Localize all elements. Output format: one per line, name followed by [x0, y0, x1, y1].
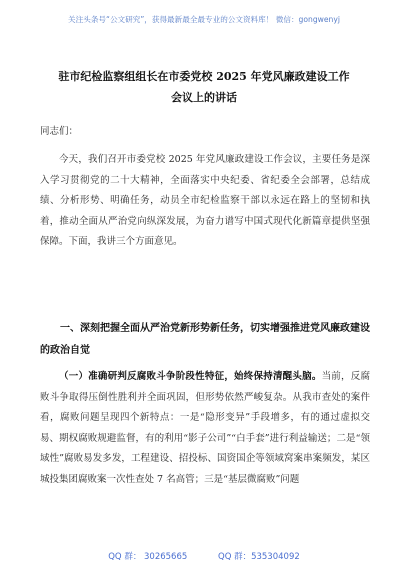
footer-qq-group-2: QQ 群：535304092: [218, 552, 300, 562]
footer-qq-group-1: QQ 群： 30265665: [108, 552, 188, 562]
title-line-1: 驻市纪检监察组组长在市委党校 2025 年党风廉政建设工作: [58, 70, 350, 83]
section-heading-1: 一、深刻把握全面从严治党新形势新任务，切实增强推进党风廉政建设的政治自觉: [40, 323, 370, 356]
paragraph-section-1-1-text: 当前，反腐败斗争取得压倒性胜利并全面巩固，但形势依然严峻复杂。从我市查处的案件看，腐败问题呈现四个新特点：一是“隐形变异”手段增多，有的通过虚拟交易、期权腐败规避监督，有的利用“影子公司”“白手套”进行利益输送；二是“领域性”腐败易发多发，工程建设、招投标、国资国企等领域窝案串案频发，某区城投集团腐败案一次性查处 7 名高管；三是“基层微腐败”问题: [40, 371, 370, 485]
promo-banner: 关注头条号“公文研究”，获得最新最全最专业的公文资料库！ 微信：gongwenyj: [68, 15, 340, 24]
title-line-2: 会议上的讲话: [171, 91, 237, 104]
paragraph-intro: 今天，我们召开市委党校 2025 年党风廉政建设工作会议，主要任务是深入学习贯彻党的二十大精神，全面落实中央纪委、省纪委全会部署，总结成绩、分析形势、明确任务，动员全市纪检监察干部以永远在路上的坚韧和执着，推动全面从严治党向纵深发展，为奋力谱写中国式现代化新篇章提供坚强保障。下面，我讲三个方面意见。: [40, 154, 370, 247]
document-title: [40, 66, 368, 108]
footer-contacts: [0, 550, 408, 562]
subheading-1-1: （一）准确研判反腐败斗争阶段性特征，始终保持清醒头脑。: [59, 371, 322, 382]
salutation: 同志们：: [40, 126, 79, 137]
paragraph-section-1-1: [40, 367, 370, 490]
